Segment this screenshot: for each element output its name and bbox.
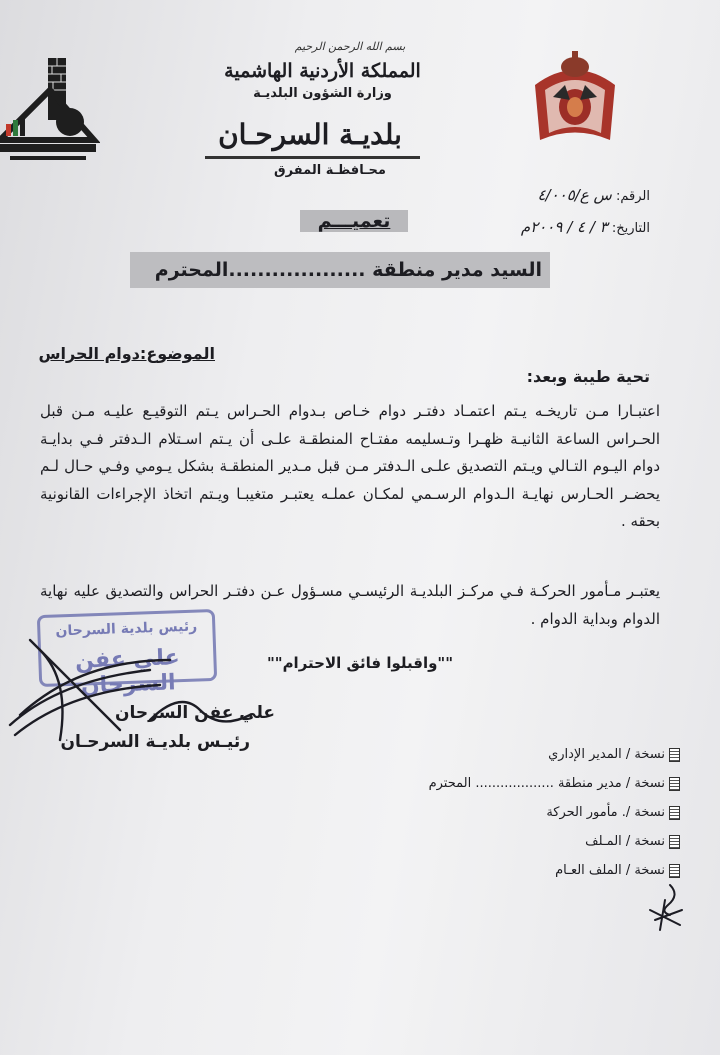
signatory-title: رئيـس بلديـة السرحـان — [60, 732, 250, 752]
body-paragraph-2: يعتبـر مـأمور الحركـة فـي مركـز البلديـة الرئيسـي مسـؤول عـن دفتـر الحراس والتصديق عليه نهاية الدوام وبداية الدوام . — [40, 582, 660, 628]
header-divider — [205, 156, 420, 159]
municipality-title: بلديـة السرحـان — [218, 118, 402, 151]
addressee: السيد مدير منطقة ...................المحترم — [130, 252, 550, 288]
closing-phrase: ""واقبلوا فائق الاحترام"" — [266, 654, 454, 672]
date-value: ٣ / ٤ / ٢٠٠٩م — [520, 218, 608, 236]
subject-line: الموضوع:دوام الحراس — [38, 344, 215, 363]
stamp-name: علي عفن السرحان — [74, 645, 181, 699]
list-item: نسخة / الملف العـام — [260, 856, 680, 885]
greeting: تحية طيبة وبعد: — [526, 367, 650, 386]
copies-list — [260, 740, 680, 885]
handwritten-signature — [0, 620, 260, 750]
date-label: التاريخ: — [611, 221, 650, 236]
basmala: بسم الله الرحمن الرحيم — [294, 40, 406, 53]
handwritten-initials — [640, 880, 690, 935]
document-icon — [669, 864, 680, 878]
body-paragraph-1: اعتبـارا مـن تاريخـه يـتم اعتمـاد دفتـر دوام خـاص بـدوام الحـراس يـتم التوقيـع عليـه مـن قبل الحـراس الساعة الثانيـة ظهـرا وتـسليمه مفتـاح المنطقـة علـى أن يـتم اسـتلام الـدفتر فـي بدايـة دوام اليـوم التـالي ويـتم التصديق علـى الـدفتر مـن قبل مـدير المنطقـة بشكل يـومي وفـي حـال لـم يحضـر الحـارس نهايـة الـدوام الرسـمي لمكـان عملـه يعتبـر متغيبـا ويـتم اتخاذ الإجراءات القانونية بحقه . — [40, 402, 660, 530]
ministry-title: وزارة الشؤون البلديـة — [253, 86, 392, 101]
municipality-logo — [0, 40, 100, 170]
document-icon — [669, 806, 680, 820]
document-icon — [669, 748, 680, 762]
governorate-title: محـافظـة المفرق — [274, 163, 386, 178]
jordan-coat-of-arms-emblem — [525, 45, 625, 145]
list-item: نسخة / المـلف — [260, 827, 680, 856]
circular-label: تعميـــم — [300, 210, 408, 232]
signatory-name: علي عفن السرحان — [115, 703, 275, 723]
reference-number — [440, 186, 650, 204]
reference-value: س ع/٤/٠٠٥ — [537, 186, 612, 204]
document-date — [440, 218, 650, 236]
list-item: نسخة / مدير منطقة ................... المحترم — [260, 769, 680, 798]
stamp-title: رئيس بلدية السرحان — [55, 618, 198, 640]
document-icon — [669, 777, 680, 791]
kingdom-title: المملكة الأردنية الهاشمية — [224, 60, 421, 82]
document-icon — [669, 835, 680, 849]
reference-label: الرقم: — [616, 189, 650, 204]
list-item: نسخة / المدير الإداري — [260, 740, 680, 769]
list-item: نسخة /. مأمور الحركة — [260, 798, 680, 827]
